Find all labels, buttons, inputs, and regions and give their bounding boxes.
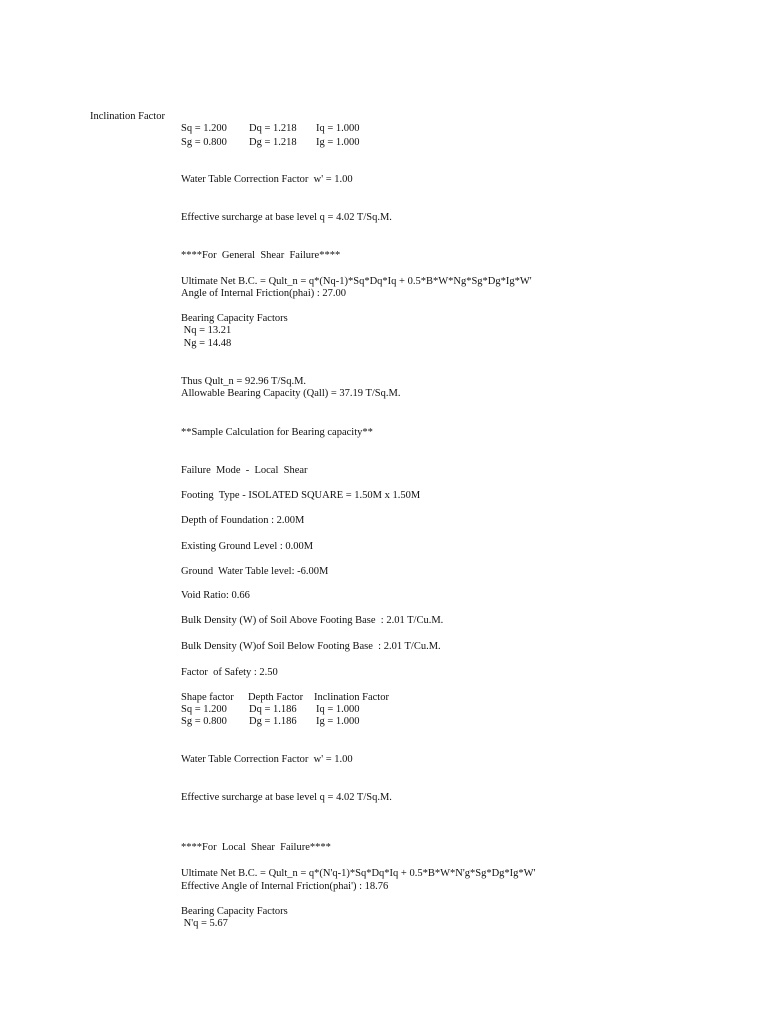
ultimate-net-bc-local: Ultimate Net B.C. = Qult_n = q*(N'q-1)*Sq*Dq*Iq + 0.5*B*W*N'g*Sg*Dg*Ig*W' <box>181 868 536 879</box>
bearing-capacity-factors-heading-2: Bearing Capacity Factors <box>181 906 288 917</box>
inclination-factor-header-2: Inclination Factor <box>314 692 389 703</box>
sq-value-2: Sq = 1.200 <box>181 704 227 715</box>
ground-water-table-level: Ground Water Table level: -6.00M <box>181 566 329 577</box>
void-ratio: Void Ratio: 0.66 <box>181 590 250 601</box>
depth-factor-header: Depth Factor <box>248 692 304 703</box>
local-shear-heading: ****For Local Shear Failure**** <box>181 842 331 853</box>
effective-surcharge-1: Effective surcharge at base level q = 4.02 T/Sq.M. <box>181 212 392 223</box>
bulk-density-below: Bulk Density (W)of Soil Below Footing Base : 2.01 T/Cu.M. <box>181 641 441 652</box>
dg-value-1: Dg = 1.218 <box>249 137 297 148</box>
inclination-factor-header: Inclination Factor <box>90 111 165 122</box>
nq-local: N'q = 5.67 <box>181 918 228 929</box>
dq-value-2: Dq = 1.186 <box>249 704 297 715</box>
bearing-capacity-factors-heading-1: Bearing Capacity Factors <box>181 313 288 324</box>
effective-angle-friction: Effective Angle of Internal Friction(phai') : 18.76 <box>181 881 389 892</box>
iq-value-2: Iq = 1.000 <box>316 704 360 715</box>
factor-of-safety: Factor of Safety : 2.50 <box>181 667 278 678</box>
water-table-correction-1: Water Table Correction Factor w' = 1.00 <box>181 174 353 185</box>
depth-of-foundation: Depth of Foundation : 2.00M <box>181 515 305 526</box>
effective-surcharge-2: Effective surcharge at base level q = 4.02 T/Sq.M. <box>181 792 392 803</box>
allowable-bearing-capacity: Allowable Bearing Capacity (Qall) = 37.19 T/Sq.M. <box>181 388 401 399</box>
general-shear-heading: ****For General Shear Failure**** <box>181 250 341 261</box>
failure-mode: Failure Mode - Local Shear <box>181 465 308 476</box>
existing-ground-level: Existing Ground Level : 0.00M <box>181 541 314 552</box>
footing-type: Footing Type - ISOLATED SQUARE = 1.50M x 1.50M <box>181 490 421 501</box>
ig-value-1: Ig = 1.000 <box>316 137 360 148</box>
thus-qult: Thus Qult_n = 92.96 T/Sq.M. <box>181 376 307 387</box>
iq-value-1: Iq = 1.000 <box>316 123 360 134</box>
angle-internal-friction: Angle of Internal Friction(phai) : 27.00 <box>181 288 347 299</box>
sg-value-1: Sg = 0.800 <box>181 137 227 148</box>
bulk-density-above: Bulk Density (W) of Soil Above Footing Base : 2.01 T/Cu.M. <box>181 615 444 626</box>
ng-general: Ng = 14.48 <box>181 338 232 349</box>
ultimate-net-bc-general: Ultimate Net B.C. = Qult_n = q*(Nq-1)*Sq*Dq*Iq + 0.5*B*W*Ng*Sg*Dg*Ig*W' <box>181 276 532 287</box>
shape-factor-header: Shape factor <box>181 692 234 703</box>
sg-value-2: Sg = 0.800 <box>181 716 227 727</box>
sample-calculation-heading: **Sample Calculation for Bearing capacity** <box>181 427 373 438</box>
nq-general: Nq = 13.21 <box>181 325 232 336</box>
dg-value-2: Dg = 1.186 <box>249 716 297 727</box>
dq-value-1: Dq = 1.218 <box>249 123 297 134</box>
ig-value-2: Ig = 1.000 <box>316 716 360 727</box>
water-table-correction-2: Water Table Correction Factor w' = 1.00 <box>181 754 353 765</box>
sq-value-1: Sq = 1.200 <box>181 123 227 134</box>
